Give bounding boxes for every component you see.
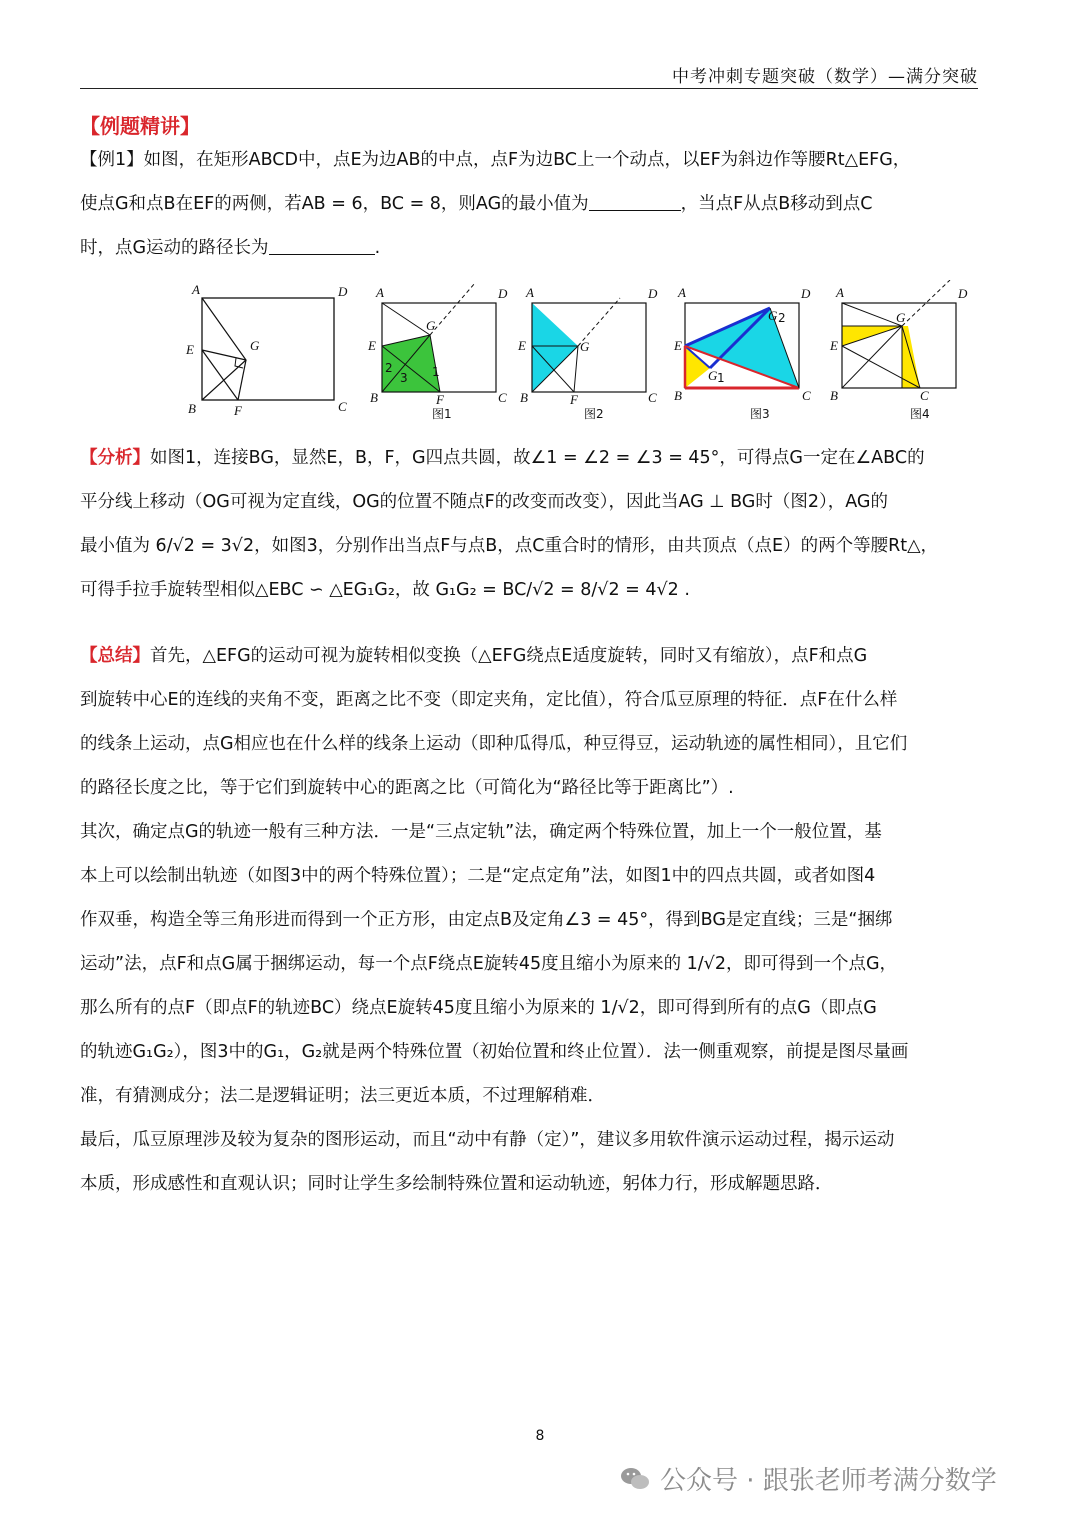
svg-text:C: C [802,388,811,403]
analysis-block [80,436,980,612]
summary-line-11: 准，有猜测成分；法二是逻辑证明；法三更近本质，不过理解稍难． [80,1086,605,1106]
summary-line-12: 最后，瓜豆原理涉及较为复杂的图形运动，而且“动中有静（定）”，建议多用软件演示运动过程，揭示运动 [80,1130,895,1150]
svg-text:F: F [234,403,242,418]
summary-line-2: 到旋转中心E的连线的夹角不变，距离之比不变（即定夹角，定比值），符合瓜豆原理的特征．点F在什么样 [80,690,898,710]
svg-text:G: G [580,339,590,354]
figure-1 [367,283,508,420]
watermark-text: 公众号 · 跟张老师考满分数学 [660,1466,997,1496]
svg-text:3: 3 [400,371,408,385]
svg-text:F: F [570,392,578,407]
figure-main [185,282,348,418]
svg-text:G: G [426,318,436,333]
example-problem [80,138,980,270]
svg-text:G: G [896,310,906,325]
svg-text:D: D [338,284,348,299]
summary-line-5: 其次，确定点G的轨迹一般有三种方法．一是“三点定轨”法，确定两个特殊位置，加上一个一般位置，基 [80,822,882,842]
summary-line-10: 的轨迹G₁G₂），图3中的G₁，G₂就是两个特殊位置（初始位置和终止位置）．法一侧重观察，前提是图尽量画 [80,1042,909,1062]
figures-strip [180,280,980,420]
svg-text:图2: 图2 [584,407,604,420]
summary-line-3: 的线条上运动，点G相应也在什么样的线条上运动（即种瓜得瓜，种豆得豆，运动轨迹的属性相同），且它们 [80,734,908,754]
analysis-line-1: 【分析】如图1，连接BG，显然E，B，F，G四点共圆，故∠1 = ∠2 = ∠3 = 45°，可得点G一定在∠ABC的 [80,448,925,468]
summary-line-7: 作双垂，构造全等三角形进而得到一个正方形，由定点B及定角∠3 = 45°，得到BG是定直线；三是“捆绑 [80,910,893,930]
example-line-1: 【例1】如图，在矩形ABCD中，点E为边AB的中点，点F为边BC上一个动点，以EF为斜边作等腰Rt△EFG， [80,150,911,170]
svg-text:D: D [801,286,811,301]
watermark [620,1460,997,1497]
svg-text:B: B [520,390,528,405]
svg-text:C: C [498,390,507,405]
svg-text:A: A [192,282,200,297]
svg-text:C: C [648,390,657,405]
analysis-line-4: 可得手拉手旋转型相似△EBC ∽ △EG₁G₂，故 G₁G₂ = BC/√2 = 8/√2 = 4√2 . [80,580,690,600]
example-label: 【例1】 [80,150,144,170]
svg-text:E: E [368,338,376,353]
svg-text:C: C [338,399,347,414]
figure-2 [517,285,658,420]
svg-text:B: B [370,390,378,405]
svg-text:2: 2 [385,361,393,375]
svg-text:E: E [830,338,838,353]
svg-text:A: A [376,285,384,300]
svg-text:图4: 图4 [910,407,930,420]
summary-line-4: 的路径长度之比，等于它们到旋转中心的距离之比（可简化为“路径比等于距离比”）. [80,778,734,798]
svg-text:B: B [830,388,838,403]
page-number: 8 [535,1428,545,1444]
svg-text:A: A [678,285,686,300]
svg-text:图1: 图1 [432,407,452,420]
analysis-line-3: 最小值为 6/√2 = 3√2，如图3，分别作出当点F与点B，点C重合时的情形，由共顶点（点E）的两个等腰Rt△， [80,536,939,556]
summary-block [80,634,980,1206]
svg-text:B: B [188,401,196,416]
svg-text:C: C [920,388,929,403]
svg-text:D: D [648,286,658,301]
section-title: 【例题精讲】 [80,114,200,138]
svg-text:D: D [958,286,968,301]
figure-4 [829,280,968,420]
svg-text:G: G [768,308,778,323]
svg-text:B: B [674,388,682,403]
svg-text:E: E [518,338,526,353]
wechat-icon [620,1466,650,1492]
svg-text:G: G [708,368,718,383]
answer-blank-2[interactable] [269,236,375,255]
example-line-2: 使点G和点B在EF的两侧，若AB = 6，BC = 8，则AG的最小值为 ，当点F从点B移动到点C [80,194,873,214]
svg-text:F: F [436,392,444,407]
svg-text:A: A [836,285,844,300]
answer-blank-1[interactable] [589,192,681,211]
summary-line-9: 那么所有的点F（即点F的轨迹BC）绕点E旋转45度且缩小为原来的 1/√2，即可得到所有的点G（即点G [80,998,877,1018]
summary-line-6: 本上可以绘制出轨迹（如图3中的两个特殊位置）；二是“定点定角”法，如图1中的四点共圆，或者如图4 [80,866,876,886]
svg-text:E: E [674,338,682,353]
svg-text:A: A [526,285,534,300]
svg-text:G: G [250,338,260,353]
summary-line-1: 【总结】首先，△EFG的运动可视为旋转相似变换（△EFG绕点E适度旋转，同时又有缩放），点F和点G [80,646,868,666]
svg-text:1: 1 [717,371,725,385]
analysis-label: 【分析】 [80,448,150,468]
svg-text:图3: 图3 [750,407,770,420]
summary-label: 【总结】 [80,646,150,666]
svg-text:E: E [186,342,194,357]
summary-line-8: 运动”法，点F和点G属于捆绑运动，每一个点F绕点E旋转45度且缩小为原来的 1/√2，即可得到一个点G， [80,954,898,974]
analysis-line-2: 平分线上移动（OG可视为定直线，OG的位置不随点F的改变而改变），因此当AG ⊥ BG时（图2），AG的 [80,492,888,512]
summary-line-13: 本质，形成感性和直观认识；同时让学生多绘制特殊位置和运动轨迹，躬体力行，形成解题思路． [80,1174,833,1194]
example-line-3: 时，点G运动的路径长为 . [80,238,381,258]
header-rule [80,88,978,89]
svg-text:D: D [498,286,508,301]
header-title: 中考冲刺专题突破（数学）—满分突破 [672,67,978,87]
figure-3 [673,285,811,420]
svg-text:2: 2 [778,311,786,325]
svg-text:1: 1 [432,365,440,379]
